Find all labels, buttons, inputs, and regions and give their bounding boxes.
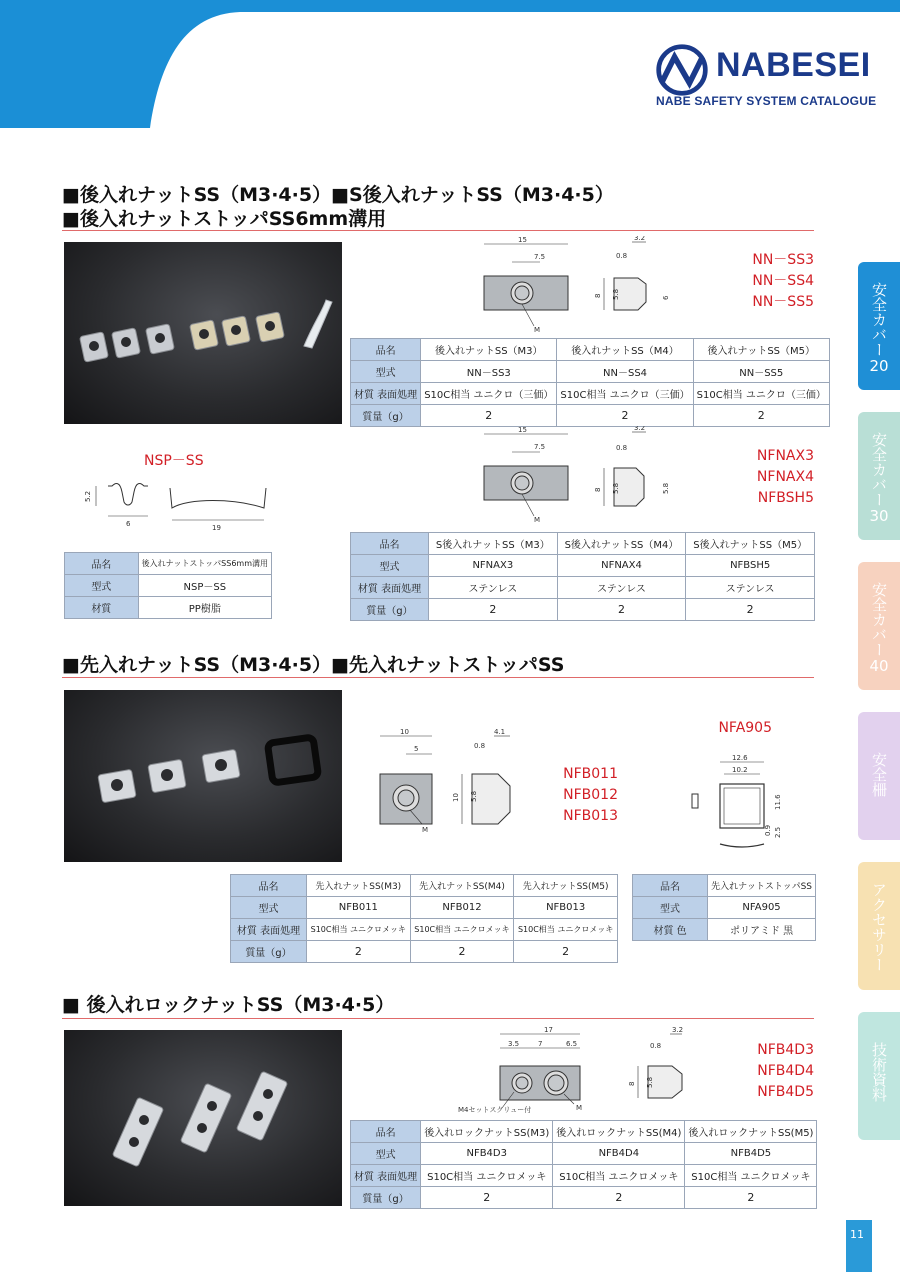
cell: S10C相当 ユニクロメッキ [421,1165,553,1187]
cell: NN－SS4 [557,361,693,383]
logo-subtitle: NABE SAFETY SYSTEM CATALOGUE [656,94,877,108]
tab-safety-cover-40[interactable] [858,562,900,690]
nsp-dim-len: 19 [212,524,221,532]
nfb-drawing [372,724,532,834]
cell: 2 [686,599,815,621]
tab-label: 安全カバー [870,582,888,657]
cell: 2 [557,405,693,427]
nabesei-logo-icon [654,42,710,98]
tab-label: 安全カバー [870,282,888,357]
dim-a: 3.5 [508,1040,520,1048]
cell: 品名 [351,339,421,361]
nn-ss-drawing [476,236,686,336]
model-code: NFNAX3 [756,448,814,464]
model-code: NN－SS4 [752,273,814,289]
dim-w: 15 [518,426,527,434]
nfb4d-drawing [456,1024,706,1124]
cell: 後入れナットSS（M4） [557,339,693,361]
dim-m: M [576,1104,583,1112]
dim-w: 17 [544,1026,553,1034]
nfa905-spec-table [632,874,816,941]
dim-lip: 0.8 [616,444,628,452]
front-nuts-illustration [64,690,342,862]
tab-technical-data[interactable] [858,1012,900,1140]
model-code: NFB4D5 [757,1084,814,1100]
cell: 先入れナットSS(M5) [514,875,618,897]
cell: 質量（g） [351,599,429,621]
cell: 後入れロックナットSS(M3) [421,1121,553,1143]
nuts-illustration [64,242,342,424]
nsp-dim-w: 6 [126,520,131,528]
section3-rule [62,1018,814,1019]
product-photo-rear-nuts [64,242,342,424]
page-number: 11 [850,1228,864,1241]
nsp-spec-table [64,552,272,619]
cell: 品名 [633,875,708,897]
cell: 2 [557,599,686,621]
dim-ht: 10 [452,793,460,802]
dim-lip: 0.8 [616,252,628,260]
cell: 2 [307,941,411,963]
cell: NN－SS5 [693,361,829,383]
cell: 材質 表面処理 [351,383,421,405]
cell: S10C相当 ユニクロメッキ [307,919,411,941]
cell: S10C相当 ユニクロ（三価） [421,383,557,405]
dim-lip: 0.8 [650,1042,662,1050]
nsp-code: NSP－SS [144,453,204,469]
cell: 2 [421,405,557,427]
cell: 後入れナットSS（M3） [421,339,557,361]
nsp-drawing [78,476,278,536]
cell: ステンレス [429,577,558,599]
cell: 品名 [65,553,139,575]
cell: NSP－SS [138,575,271,597]
product-photo-lock-nuts [64,1030,342,1206]
cell: NFB4D5 [685,1143,817,1165]
cell: ステンレス [686,577,815,599]
nn-ss-spec-table [350,338,830,427]
series-sub: 6mm [473,89,519,110]
cell: 2 [685,1187,817,1209]
cell: NFB013 [514,897,618,919]
cell: 材質 [65,597,139,619]
dim-t1: 0.9 [764,824,772,836]
nfnax-drawing [476,426,686,526]
cell: 2 [693,405,829,427]
dim-w: 15 [518,236,527,244]
section2-heading: ■先入れナットSS（M3·4·5）■先入れナットストッパSS [62,654,565,676]
tab-label: アクセサリー [870,882,888,972]
codes-nfb4d [726,1040,814,1103]
model-code: NN－SS3 [752,252,814,268]
dim-m: M [422,826,429,834]
dim-note: M4セットスクリュー付 [458,1106,532,1114]
slot-profile-icon: ⌘ [453,88,474,110]
cell: 後入れナットストッパSS6mm溝用 [138,553,271,575]
lock-nuts-illustration [64,1030,342,1206]
nsp-dim-h: 5.2 [84,490,92,502]
cell: 材質 色 [633,919,708,941]
dim-t: 3.2 [634,236,646,242]
dim-m: M [534,326,541,334]
cell: NFNAX3 [429,555,558,577]
cell: NFB011 [307,897,411,919]
tab-num: 30 [869,507,889,525]
dim-out: 5.8 [662,482,670,494]
dim-c: 6.5 [566,1040,578,1048]
cell: 品名 [351,1121,421,1143]
cell: 質量（g） [231,941,307,963]
dim-h: 5 [414,745,419,753]
cell: S後入れナットSS（M5） [686,533,815,555]
dim-h: 7.5 [534,443,546,451]
dim-lip: 0.8 [474,742,486,750]
nfa905-drawing [684,752,794,862]
cell: 材質 表面処理 [231,919,307,941]
cell: 2 [514,941,618,963]
cell: S10C相当 ユニクロ（三価） [693,383,829,405]
model-code: NFB4D3 [757,1042,814,1058]
model-code: NFNAX4 [756,469,814,485]
product-photo-front-nuts [64,690,342,862]
series-title-text: SAFETY COVER SERIES [172,84,446,110]
dim-t: 4.1 [494,728,506,736]
cell: 品名 [351,533,429,555]
tab-safety-cover-20[interactable] [858,262,900,390]
cell: NFA905 [708,897,816,919]
cell: 型式 [351,555,429,577]
tab-accessories[interactable] [858,862,900,990]
cell: 型式 [65,575,139,597]
cell: 2 [421,1187,553,1209]
code-nfa905 [712,718,772,739]
cell: 質量（g） [351,405,421,427]
model-code: NFB011 [563,766,618,782]
dim-ht: 8 [628,1081,636,1086]
dim-t: 3.2 [672,1026,684,1034]
model-code: NN－SS5 [752,294,814,310]
cell: 後入れロックナットSS(M4) [553,1121,685,1143]
tab-safety-cover-30[interactable] [858,412,900,540]
cell: 先入れナットSS(M3) [307,875,411,897]
cell: 2 [429,599,558,621]
cell: 品名 [231,875,307,897]
cell: NFB4D3 [421,1143,553,1165]
cell: S10C相当 ユニクロメッキ [514,919,618,941]
tab-label: 安全柵 [870,752,888,797]
section1-heading-line1: ■後入れナットSS（M3·4·5）■S後入れナットSS（M3·4·5） [62,184,614,206]
cell: NN－SS3 [421,361,557,383]
dim-t: 3.2 [634,426,646,432]
cell: S10C相当 ユニクロメッキ [685,1165,817,1187]
dim-in: 5.8 [470,790,478,802]
cell: S後入れナットSS（M3） [429,533,558,555]
cell: 先入れナットSS(M4) [410,875,514,897]
section3-heading: ■ 後入れロックナットSS（M3·4·5） [62,994,395,1016]
tab-num: 20 [869,357,889,375]
codes-nfb [548,764,618,827]
dim-in: 5.8 [646,1076,654,1088]
dim-ht: 8 [594,293,602,298]
dim-t2: 2.5 [774,826,782,838]
model-code: NFB012 [563,787,618,803]
cell: 型式 [351,1143,421,1165]
dim-ht: 8 [594,487,602,492]
section2-rule [62,677,814,678]
nfb4d-spec-table [350,1120,817,1209]
cell: ポリアミド 黒 [708,919,816,941]
dim-w1: 12.6 [732,754,748,762]
cell: 質量（g） [351,1187,421,1209]
model-code: NFBSH5 [757,490,814,506]
cell: 2 [553,1187,685,1209]
tab-label: 安全カバー [870,432,888,507]
cell: NFBSH5 [686,555,815,577]
model-code: NFB4D4 [757,1063,814,1079]
cell: S後入れナットSS（M4） [557,533,686,555]
cell: PP樹脂 [138,597,271,619]
cell: 後入れナットSS（M5） [693,339,829,361]
cell: ステンレス [557,577,686,599]
cell: NFNAX4 [557,555,686,577]
cell: S10C相当 ユニクロメッキ [410,919,514,941]
cell: 先入れナットストッパSS [708,875,816,897]
dim-in: 5.8 [612,482,620,494]
dim-out: 6 [662,295,670,300]
model-code: NFA905 [718,720,772,736]
section1-rule [62,230,814,231]
dim-m: M [534,516,541,524]
dim-w: 10 [400,728,409,736]
cell: NFB012 [410,897,514,919]
section1-heading-line2: ■後入れナットストッパSS6mm溝用 [62,208,387,230]
codes-nfnax [726,446,814,509]
cell: 型式 [231,897,307,919]
cell: 2 [410,941,514,963]
cell: 材質 表面処理 [351,577,429,599]
codes-nn-ss [726,250,814,313]
nfb-spec-table [230,874,618,963]
cell: S10C相当 ユニクロメッキ [553,1165,685,1187]
tab-label: 技術資料 [870,1042,888,1102]
dim-w2: 10.2 [732,766,748,774]
logo-wordmark: NABESEI [716,46,871,84]
tab-safety-fence[interactable] [858,712,900,840]
dim-b: 7 [538,1040,543,1048]
model-code: NFB013 [563,808,618,824]
cell: S10C相当 ユニクロ（三価） [557,383,693,405]
cell: 材質 表面処理 [351,1165,421,1187]
series-title [172,84,518,111]
dim-h: 7.5 [534,253,546,261]
dim-in: 5.8 [612,288,620,300]
cell: NFB4D4 [553,1143,685,1165]
cell: 型式 [351,361,421,383]
cell: 後入れロックナットSS(M5) [685,1121,817,1143]
tab-num: 40 [869,657,889,675]
nfnax-spec-table [350,532,815,621]
cell: 型式 [633,897,708,919]
dim-h: 11.6 [774,794,782,810]
